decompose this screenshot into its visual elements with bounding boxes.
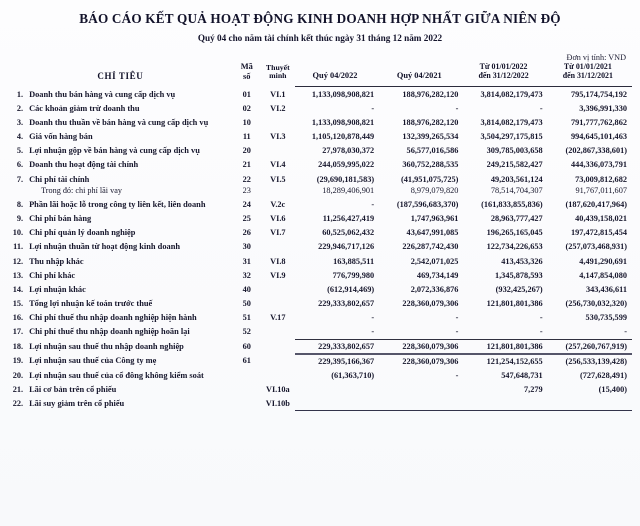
row-code: 02 bbox=[242, 104, 251, 114]
row-index: 7. bbox=[16, 174, 24, 184]
row-value-q4-2021: 8,979,079,820 bbox=[410, 186, 459, 196]
row-value-q4-2022: (29,690,181,583) bbox=[316, 174, 375, 184]
row-label: Giá vốn hàng bán bbox=[29, 132, 93, 142]
row-value-ytd-2022: - bbox=[539, 327, 543, 336]
row-value-q4-2021: 226,287,742,430 bbox=[402, 242, 459, 252]
row-label: Chi phí thuế thu nhập doanh nghiệp hoãn lại bbox=[29, 327, 190, 336]
table-row bbox=[8, 212, 632, 226]
row-value-ytd-2021: (727,628,491) bbox=[579, 371, 627, 381]
row-value-q4-2022: 163,885,511 bbox=[333, 256, 375, 266]
row-note: VI.1 bbox=[270, 89, 286, 99]
row-value-ytd-2022: - bbox=[539, 104, 543, 114]
page-subtitle: Quý 04 cho năm tài chính kết thúc ngày 31 tháng 12 năm 2022 bbox=[197, 33, 443, 43]
row-index: 2. bbox=[16, 104, 24, 114]
row-note: VI.9 bbox=[270, 270, 286, 280]
table-row bbox=[8, 198, 632, 212]
row-code: 10 bbox=[242, 118, 251, 128]
table-row bbox=[8, 354, 632, 369]
row-label: Lãi suy giảm trên cổ phiếu bbox=[29, 399, 125, 409]
row-value-ytd-2022: 413,453,326 bbox=[501, 256, 543, 266]
currency-unit-note: Đơn vị tính: VND bbox=[566, 53, 626, 62]
table-row bbox=[8, 397, 632, 411]
row-label: Chi phí khác bbox=[29, 270, 76, 280]
row-label: Lợi nhuận sau thuế của Công ty mẹ bbox=[29, 356, 157, 366]
column-header-note-line2: minh bbox=[269, 71, 287, 81]
column-header-note bbox=[261, 62, 295, 84]
row-code: 40 bbox=[242, 284, 251, 294]
row-index bbox=[8, 186, 28, 197]
row-value-ytd-2021: (257,260,767,919) bbox=[548, 339, 632, 353]
table-row bbox=[8, 383, 632, 397]
row-index: 18. bbox=[12, 341, 24, 351]
row-code: 30 bbox=[242, 242, 251, 252]
row-value-ytd-2022: 7,279 bbox=[524, 385, 543, 395]
row-note bbox=[261, 296, 295, 310]
table-row bbox=[8, 158, 632, 172]
row-index: 20. bbox=[12, 371, 24, 381]
row-code: 20 bbox=[242, 146, 251, 156]
table-row bbox=[8, 116, 632, 130]
row-value-q4-2021 bbox=[379, 397, 463, 411]
row-note: VI.10a bbox=[265, 385, 290, 395]
row-code: 23 bbox=[242, 186, 251, 196]
row-value-q4-2021: 228,360,079,306 bbox=[402, 357, 459, 367]
row-code bbox=[233, 397, 261, 411]
row-note: VI.3 bbox=[270, 132, 286, 142]
table-row bbox=[8, 102, 632, 116]
row-code: 11 bbox=[242, 132, 251, 142]
row-note bbox=[261, 354, 295, 369]
column-header-ytd-2021 bbox=[548, 62, 632, 84]
row-value-q4-2022: - bbox=[371, 312, 375, 322]
column-header-ytd-2022 bbox=[463, 62, 547, 84]
row-index: 15. bbox=[12, 298, 24, 308]
table-row bbox=[8, 282, 632, 296]
row-value-ytd-2022: (932,425,267) bbox=[495, 284, 543, 294]
row-value-q4-2022 bbox=[295, 383, 379, 397]
row-value-ytd-2021: 40,439,158,021 bbox=[575, 214, 627, 224]
page-title: BÁO CÁO KẾT QUẢ HOẠT ĐỘNG KINH DOANH HỢP NHẤT GIỮA NIÊN ĐỘ bbox=[79, 11, 561, 26]
row-note bbox=[261, 116, 295, 130]
row-value-ytd-2021: 444,336,073,791 bbox=[570, 160, 627, 170]
row-index: 12. bbox=[12, 256, 24, 266]
table-row bbox=[8, 310, 632, 324]
row-index: 9. bbox=[16, 214, 24, 224]
row-value-ytd-2022: 3,814,082,179,473 bbox=[480, 118, 543, 128]
row-code: 51 bbox=[242, 312, 251, 322]
row-code: 52 bbox=[242, 327, 251, 336]
row-value-q4-2022: 244,059,995,022 bbox=[318, 160, 375, 170]
table-row bbox=[8, 268, 632, 282]
row-value-ytd-2022: 122,734,226,653 bbox=[486, 242, 543, 252]
table-row bbox=[8, 130, 632, 144]
column-header-code bbox=[233, 62, 261, 84]
row-value-ytd-2022: 3,504,297,175,815 bbox=[480, 132, 543, 142]
row-code: 50 bbox=[242, 298, 251, 308]
row-value-ytd-2022: 249,215,582,427 bbox=[486, 160, 543, 170]
row-value-q4-2022: 229,946,717,126 bbox=[318, 242, 375, 252]
column-header-code-line1: Mã bbox=[240, 62, 253, 72]
row-code: 25 bbox=[242, 214, 251, 224]
row-label: Chi phí tài chính bbox=[29, 174, 90, 184]
row-label: Tổng lợi nhuận kế toán trước thuế bbox=[29, 298, 153, 308]
row-code: 31 bbox=[242, 256, 251, 266]
row-value-q4-2021: 43,647,991,085 bbox=[406, 228, 459, 238]
row-value-q4-2021: 188,976,282,120 bbox=[402, 90, 459, 100]
row-value-ytd-2021 bbox=[548, 397, 632, 411]
table-row bbox=[8, 226, 632, 240]
row-value-q4-2022: 1,105,120,878,449 bbox=[311, 132, 375, 142]
table-row bbox=[8, 172, 632, 186]
table-row bbox=[8, 369, 632, 383]
row-value-ytd-2022: 49,203,561,124 bbox=[490, 174, 543, 184]
row-label: Doanh thu hoạt động tài chính bbox=[29, 160, 139, 170]
row-value-ytd-2022: - bbox=[539, 312, 543, 322]
row-value-q4-2022: - bbox=[371, 104, 375, 114]
table-header bbox=[8, 62, 632, 87]
row-code bbox=[233, 369, 261, 383]
row-label: Lợi nhuận sau thuế thu nhập doanh nghiệp bbox=[29, 341, 184, 351]
row-value-ytd-2021: (256,533,139,428) bbox=[565, 357, 627, 367]
table-row bbox=[8, 87, 632, 102]
table-row bbox=[8, 339, 632, 353]
row-note bbox=[261, 339, 295, 353]
row-code: 24 bbox=[242, 200, 251, 210]
row-value-ytd-2021: - bbox=[624, 327, 627, 336]
row-value-q4-2022: (61,363,710) bbox=[331, 371, 375, 381]
column-header-label: CHỈ TIÊU bbox=[97, 70, 144, 81]
row-label: Doanh thu bán hàng và cung cấp dịch vụ bbox=[29, 89, 176, 99]
row-note bbox=[261, 324, 295, 339]
column-header-q4-2021: Quý 04/2021 bbox=[396, 70, 442, 80]
row-value-q4-2021: 1,747,963,961 bbox=[410, 214, 459, 224]
row-value-q4-2021: 2,072,336,876 bbox=[410, 284, 459, 294]
table-row bbox=[8, 186, 632, 197]
row-note: VI.8 bbox=[270, 256, 286, 266]
row-index: 19. bbox=[12, 356, 24, 366]
row-value-q4-2021: (187,596,683,370) bbox=[396, 200, 459, 210]
row-value-ytd-2021: (187,620,417,964) bbox=[565, 200, 627, 210]
row-index: 4. bbox=[16, 132, 24, 142]
row-code: 60 bbox=[242, 341, 251, 351]
row-index: 14. bbox=[12, 284, 24, 294]
row-value-ytd-2021: 91,767,011,607 bbox=[575, 186, 627, 196]
row-note: VI.4 bbox=[270, 160, 286, 170]
row-label: Lợi nhuận khác bbox=[29, 284, 86, 294]
column-header-ytd-2022-line2: đến 31/12/2022 bbox=[478, 71, 529, 81]
row-value-ytd-2021: 4,491,290,691 bbox=[579, 256, 627, 266]
row-value-q4-2021: - bbox=[455, 327, 459, 336]
row-value-q4-2022: 776,799,980 bbox=[332, 270, 375, 280]
row-note: VI.2 bbox=[270, 104, 286, 114]
row-index: 10. bbox=[12, 228, 24, 238]
table-body bbox=[8, 87, 632, 411]
row-value-ytd-2021: 3,396,991,330 bbox=[579, 104, 627, 114]
row-value-q4-2022: 229,333,802,657 bbox=[318, 298, 375, 308]
row-value-q4-2022: 229,395,166,367 bbox=[318, 357, 375, 367]
row-value-q4-2021 bbox=[379, 383, 463, 397]
row-value-ytd-2021: 4,147,854,080 bbox=[579, 270, 627, 280]
row-label: Chi phí quản lý doanh nghiệp bbox=[29, 228, 136, 238]
row-value-q4-2022: 60,525,062,432 bbox=[322, 228, 375, 238]
row-index: 5. bbox=[16, 146, 24, 156]
row-label: Các khoản giảm trừ doanh thu bbox=[29, 104, 140, 114]
column-header-note-line1: Thuyết bbox=[265, 62, 290, 72]
row-value-q4-2022: 11,256,427,419 bbox=[322, 214, 375, 224]
row-value-q4-2021: - bbox=[455, 104, 459, 114]
row-label: Chi phí thuế thu nhập doanh nghiệp hiện hành bbox=[29, 312, 197, 322]
row-index: 3. bbox=[16, 118, 24, 128]
row-value-ytd-2022: 121,801,801,386 bbox=[463, 339, 547, 353]
row-code: 01 bbox=[242, 89, 251, 99]
row-label: Lợi nhuận thuần từ hoạt động kinh doanh bbox=[29, 242, 181, 252]
row-label: Trong đó: chi phí lãi vay bbox=[41, 186, 122, 196]
row-index: 1. bbox=[16, 89, 24, 99]
column-header-ytd-2021-line2: đến 31/12/2021 bbox=[562, 71, 613, 81]
row-value-ytd-2021: (15,400) bbox=[598, 385, 627, 395]
table-row bbox=[8, 324, 632, 339]
row-code: 32 bbox=[242, 270, 251, 280]
row-value-ytd-2022: 121,254,152,655 bbox=[486, 357, 543, 367]
row-value-ytd-2021: (256,730,032,320) bbox=[565, 298, 627, 308]
row-note: VI.6 bbox=[270, 214, 286, 224]
row-value-ytd-2022: 309,785,003,658 bbox=[486, 146, 543, 156]
row-value-ytd-2022: 3,814,082,179,473 bbox=[480, 90, 543, 100]
row-code: 61 bbox=[242, 356, 251, 366]
row-value-q4-2022: - bbox=[371, 200, 375, 210]
row-value-q4-2021: 469,734,149 bbox=[416, 270, 459, 280]
income-statement-table bbox=[8, 62, 632, 411]
row-value-ytd-2022: 1,345,878,593 bbox=[494, 270, 543, 280]
row-value-ytd-2021: 73,009,812,682 bbox=[575, 174, 627, 184]
row-value-ytd-2022: 196,265,165,045 bbox=[486, 228, 543, 238]
row-note: VI.7 bbox=[270, 228, 286, 238]
row-value-ytd-2022 bbox=[463, 397, 547, 411]
column-header-code-line2: số bbox=[243, 71, 251, 81]
row-label: Lãi cơ bản trên cổ phiếu bbox=[29, 385, 117, 395]
row-label: Doanh thu thuần về bán hàng và cung cấp dịch vụ bbox=[29, 118, 209, 128]
row-note: VI.5 bbox=[270, 174, 286, 184]
row-code: 21 bbox=[242, 160, 251, 170]
row-value-q4-2022: 18,289,406,901 bbox=[322, 186, 375, 196]
row-index: 22. bbox=[12, 399, 24, 409]
row-value-q4-2021: 56,577,016,586 bbox=[406, 146, 459, 156]
row-note: V.2c bbox=[270, 200, 286, 210]
row-note bbox=[261, 144, 295, 158]
row-value-q4-2022: 1,133,098,908,821 bbox=[311, 118, 375, 128]
row-value-q4-2022: (612,914,469) bbox=[327, 284, 375, 294]
row-value-ytd-2021: 530,735,599 bbox=[585, 312, 627, 322]
row-value-ytd-2021: 994,645,101,463 bbox=[570, 132, 627, 142]
row-value-q4-2022: 27,978,030,372 bbox=[322, 146, 375, 156]
row-index: 13. bbox=[12, 270, 24, 280]
table-row bbox=[8, 296, 632, 310]
row-value-q4-2022: 229,333,802,657 bbox=[295, 339, 379, 353]
row-code bbox=[233, 383, 261, 397]
row-value-q4-2021: 2,542,071,025 bbox=[410, 256, 459, 266]
row-value-q4-2022 bbox=[295, 397, 379, 411]
row-value-q4-2021: 132,399,265,534 bbox=[402, 132, 459, 142]
column-header-q4-2022: Quý 04/2022 bbox=[312, 70, 358, 80]
row-value-ytd-2021: 343,436,611 bbox=[585, 284, 627, 294]
row-index: 16. bbox=[12, 312, 24, 322]
row-value-ytd-2022: 78,514,704,307 bbox=[490, 186, 543, 196]
row-value-ytd-2021: (202,867,338,601) bbox=[565, 146, 627, 156]
row-note bbox=[261, 186, 295, 197]
row-value-ytd-2021: 791,777,762,862 bbox=[570, 118, 627, 128]
row-value-ytd-2021: 795,174,754,192 bbox=[570, 90, 627, 100]
row-index: 17. bbox=[12, 327, 24, 336]
row-value-ytd-2021: (257,073,468,931) bbox=[565, 242, 627, 252]
row-value-q4-2022: 1,133,098,908,821 bbox=[311, 90, 375, 100]
row-note bbox=[261, 282, 295, 296]
row-label: Phần lãi hoặc lỗ trong công ty liên kết, liên doanh bbox=[29, 200, 206, 210]
row-index: 6. bbox=[16, 160, 24, 170]
row-label: Chi phí bán hàng bbox=[29, 214, 92, 224]
row-label: Lợi nhuận sau thuế của cổ đông không kiểm soát bbox=[29, 371, 204, 381]
row-value-q4-2022: - bbox=[371, 327, 375, 336]
row-note: V.17 bbox=[270, 312, 286, 322]
row-value-q4-2021: 360,752,288,535 bbox=[402, 160, 459, 170]
row-value-q4-2021: 228,360,079,306 bbox=[402, 298, 459, 308]
row-value-q4-2021: 228,360,079,306 bbox=[379, 339, 463, 353]
row-value-ytd-2022: 547,648,731 bbox=[501, 371, 543, 381]
row-label: Thu nhập khác bbox=[29, 256, 84, 266]
row-value-ytd-2022: (161,833,855,836) bbox=[481, 200, 543, 210]
column-header-ytd-2021-line1: Từ 01/01/2021 bbox=[563, 62, 612, 71]
table-row bbox=[8, 240, 632, 254]
row-value-q4-2021: (41,951,075,725) bbox=[401, 174, 459, 184]
row-index: 8. bbox=[16, 200, 24, 210]
row-code: 26 bbox=[242, 228, 251, 238]
row-value-ytd-2021: 197,472,815,454 bbox=[570, 228, 627, 238]
table-row bbox=[8, 144, 632, 158]
row-value-q4-2021: 188,976,282,120 bbox=[402, 118, 459, 128]
row-note bbox=[261, 369, 295, 383]
row-value-q4-2021: - bbox=[455, 312, 459, 322]
row-index: 21. bbox=[12, 385, 24, 395]
row-note: VI.10b bbox=[265, 399, 290, 409]
row-code: 22 bbox=[242, 174, 251, 184]
row-label: Lợi nhuận gộp về bán hàng và cung cấp dịch vụ bbox=[29, 146, 200, 156]
row-value-ytd-2022: 28,963,777,427 bbox=[490, 214, 543, 224]
column-header-ytd-2022-line1: Từ 01/01/2022 bbox=[479, 62, 528, 71]
row-note bbox=[261, 240, 295, 254]
row-value-ytd-2022: 121,801,801,386 bbox=[486, 298, 543, 308]
row-value-q4-2021: - bbox=[455, 371, 459, 381]
row-index: 11. bbox=[13, 242, 24, 252]
table-row bbox=[8, 254, 632, 268]
